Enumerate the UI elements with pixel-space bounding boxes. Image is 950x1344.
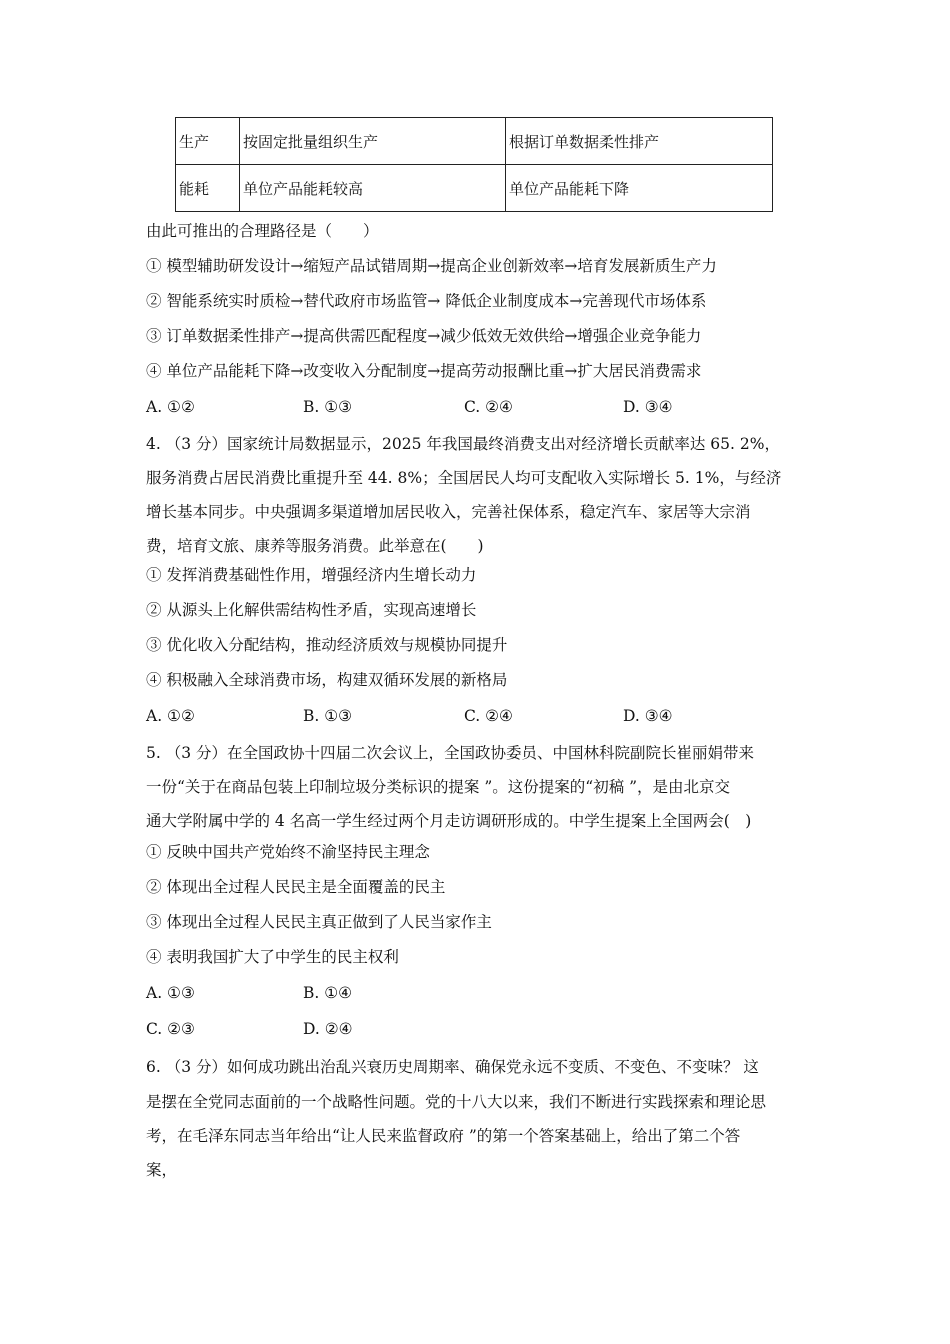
comparison-table — [175, 117, 773, 212]
q5-choice-c: C. ②③ — [146, 1020, 195, 1038]
table-cell: 能耗 — [176, 165, 240, 212]
table-row — [176, 165, 773, 212]
q5-stem-line-1: 5. （3 分）在全国政协十四届二次会议上，全国政协委员、中国林科院副院长崔丽娟带来 — [146, 744, 755, 762]
q5-option-1: ① 反映中国共产党始终不渝坚持民主理念 — [146, 843, 430, 861]
q5-choice-b: B. ①④ — [303, 984, 353, 1002]
q5-option-2: ② 体现出全过程人民民主是全面覆盖的民主 — [146, 878, 446, 896]
q6-stem-line-3: 考，在毛泽东同志当年给出“让人民来监督政府 ”的第一个答案基础上，给出了第二个答 — [146, 1127, 741, 1145]
q4-choice-a: A. ①② — [146, 707, 195, 725]
table-cell: 单位产品能耗较高 — [240, 165, 506, 212]
q3-option-4: ④ 单位产品能耗下降→改变收入分配制度→提高劳动报酬比重→扩大居民消费需求 — [146, 362, 702, 380]
q4-option-1: ① 发挥消费基础性作用，增强经济内生增长动力 — [146, 566, 477, 584]
q3-choice-a: A. ①② — [146, 398, 195, 416]
q4-option-4: ④ 积极融入全球消费市场，构建双循环发展的新格局 — [146, 671, 508, 689]
table-cell: 单位产品能耗下降 — [506, 165, 773, 212]
table-cell: 生产 — [176, 118, 240, 165]
q4-option-2: ② 从源头上化解供需结构性矛盾，实现高速增长 — [146, 601, 477, 619]
q4-choice-b: B. ①③ — [303, 707, 353, 725]
q5-stem-line-2: 一份“关于在商品包装上印制垃圾分类标识的提案 ”。这份提案的“初稿 ”，是由北京交 — [146, 778, 731, 796]
q5-choice-a: A. ①③ — [146, 984, 195, 1002]
table-cell: 根据订单数据柔性排产 — [506, 118, 773, 165]
table-row — [176, 118, 773, 165]
q5-option-3: ③ 体现出全过程人民民主真正做到了人民当家作主 — [146, 913, 492, 931]
q5-option-4: ④ 表明我国扩大了中学生的民主权利 — [146, 948, 399, 966]
q3-choice-c: C. ②④ — [464, 398, 513, 416]
q6-stem-line-4: 案， — [146, 1161, 178, 1179]
q3-option-3: ③ 订单数据柔性排产→提高供需匹配程度→减少低效无效供给→增强企业竞争能力 — [146, 327, 702, 345]
q3-option-2: ② 智能系统实时质检→替代政府市场监管→ 降低企业制度成本→完善现代市场体系 — [146, 292, 707, 310]
q4-stem-line-4: 费，培育文旅、康养等服务消费。此举意在( ) — [146, 537, 484, 555]
q4-stem-line-1: 4. （3 分）国家统计局数据显示，2025 年我国最终消费支出对经济增长贡献率达 65. 2%， — [146, 435, 780, 453]
q4-stem-line-2: 服务消费占居民消费比重提升至 44. 8%；全国居民人均可支配收入实际增长 5. 1%，与经济 — [146, 469, 782, 487]
table-cell: 按固定批量组织生产 — [240, 118, 506, 165]
q6-stem-line-2: 是摆在全党同志面前的一个战略性问题。党的十八大以来，我们不断进行实践探索和理论思 — [146, 1093, 767, 1111]
q4-stem-line-3: 增长基本同步。中央强调多渠道增加居民收入，完善社保体系，稳定汽车、家居等大宗消 — [146, 503, 751, 521]
q6-stem-line-1: 6. （3 分）如何成功跳出治乱兴衰历史周期率、确保党永远不变质、不变色、不变味？ 这 — [146, 1058, 759, 1076]
q4-choice-c: C. ②④ — [464, 707, 513, 725]
q3-choice-b: B. ①③ — [303, 398, 353, 416]
q3-option-1: ① 模型辅助研发设计→缩短产品试错周期→提高企业创新效率→培育发展新质生产力 — [146, 257, 717, 275]
q4-option-3: ③ 优化收入分配结构，推动经济质效与规模协同提升 — [146, 636, 508, 654]
q4-choice-d: D. ③④ — [623, 707, 673, 725]
q3-choice-d: D. ③④ — [623, 398, 673, 416]
q3-stem: 由此可推出的合理路径是（ ） — [146, 222, 379, 240]
q5-choice-d: D. ②④ — [303, 1020, 353, 1038]
q5-stem-line-3: 通大学附属中学的 4 名高一学生经过两个月走访调研形成的。中学生提案上全国两会( ) — [146, 812, 752, 830]
